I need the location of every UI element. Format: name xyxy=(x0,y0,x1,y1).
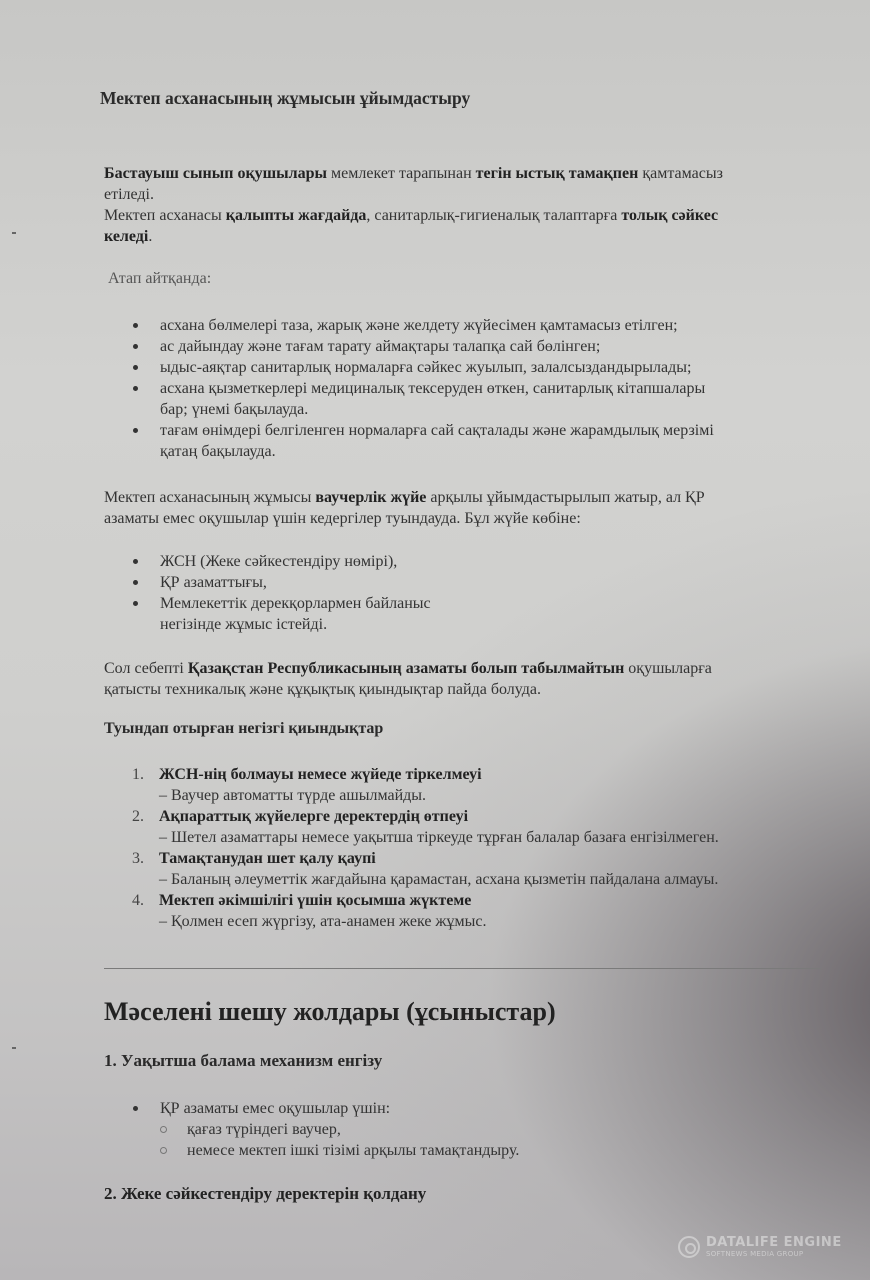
text: арқылы ұйымдастырылып жатыр, ал ҚР xyxy=(426,489,705,506)
item-title: Тамақтанудан шет қалу қаупі xyxy=(159,850,376,867)
item-number: 3. xyxy=(132,850,144,867)
reason-paragraph xyxy=(104,658,712,700)
list-item xyxy=(133,593,431,635)
difficulties-heading: Туындап отырған негізгі қиындықтар xyxy=(104,720,384,737)
list-item xyxy=(133,336,714,357)
text: Мектеп асханасының жұмысы xyxy=(104,489,316,506)
intro-line-4 xyxy=(104,226,834,247)
list-item xyxy=(133,551,431,572)
text: қамтамасыз xyxy=(638,165,723,182)
list-item xyxy=(133,420,714,462)
bold-text: қалыпты жағдайда xyxy=(225,207,367,224)
list-item xyxy=(132,806,719,848)
text: . xyxy=(148,228,153,245)
bold-text: толық сәйкес xyxy=(621,207,719,224)
item-description: – Ваучер автоматты түрде ашылмайды. xyxy=(159,787,427,804)
bullet-icon xyxy=(133,601,138,606)
specifically-label: Атап айтқанда: xyxy=(108,270,212,287)
bullet-icon xyxy=(133,365,138,370)
intro-line-3 xyxy=(104,205,834,226)
bold-text: ваучерлік жүйе xyxy=(315,489,427,506)
bullet-icon xyxy=(133,344,138,349)
bold-text: тегін ыстық тамақпен xyxy=(475,165,639,182)
list-item-text: ҚР азаматтығы, xyxy=(160,574,267,591)
item-description: – Шетел азаматтары немесе уақытша тіркеуде тұрған балалар базаға енгізілмеген. xyxy=(159,829,719,846)
item-description: – Баланың әлеуметтік жағдайына қарамастан, асхана қызметін пайдалана алмауы. xyxy=(159,871,719,888)
sublist-item xyxy=(160,1119,519,1140)
text: оқушыларға xyxy=(624,660,712,677)
list-item xyxy=(133,378,714,420)
item-number: 1. xyxy=(132,766,144,783)
difficulties-list xyxy=(132,764,719,932)
list-item-text: ыдыс-аяқтар санитарлық нормаларға сәйкес жуылып, залалсыздандырылады; xyxy=(160,359,692,376)
list-item-text: қатаң бақылауда. xyxy=(160,443,276,460)
list-item xyxy=(132,764,719,806)
watermark-text xyxy=(706,1236,842,1258)
watermark xyxy=(678,1236,842,1258)
item-title: Мектеп әкімшілігі үшін қосымша жүктеме xyxy=(159,892,472,909)
voucher-line-2: азаматы емес оқушылар үшін кедергілер туындауда. Бұл жүйе көбіне: xyxy=(104,510,581,527)
list-item-text: ас дайындау және тағам тарату аймақтары талапқа сай бөлінген; xyxy=(160,338,601,355)
text: Сол себепті xyxy=(104,660,188,677)
list-item xyxy=(132,848,719,890)
text: Мектеп асханасы xyxy=(104,207,226,224)
bullet-icon xyxy=(133,386,138,391)
watermark-brand: DATALIFE ENGINE xyxy=(706,1235,842,1250)
horizontal-divider xyxy=(104,968,821,969)
item-title: Ақпараттық жүйелерге деректердің өтпеуі xyxy=(159,808,469,825)
reason-line-1 xyxy=(104,658,712,679)
list-item-text: асхана бөлмелері таза, жарық және желдету жүйесімен қамтамасыз етілген; xyxy=(160,317,678,334)
list-item xyxy=(132,890,719,932)
item-number: 4. xyxy=(132,892,144,909)
watermark-tagline: SOFTNEWS MEDIA GROUP xyxy=(706,1250,804,1258)
bullet-icon xyxy=(133,580,138,585)
list-item-text: ҚР азаматы емес оқушылар үшін: xyxy=(160,1100,391,1117)
system-list xyxy=(133,551,431,635)
list-item-text: ЖСН (Жеке сәйкестендіру нөмірі), xyxy=(160,553,398,570)
bullet-icon xyxy=(133,323,138,328)
paper-mark xyxy=(12,1047,16,1049)
circle-bullet-icon xyxy=(160,1147,167,1154)
bold-text: Бастауыш сынып оқушылары xyxy=(104,165,328,182)
paper-mark xyxy=(12,232,16,234)
bullet-icon xyxy=(133,559,138,564)
solution-2-heading: 2. Жеке сәйкестендіру деректерін қолдану xyxy=(104,1184,427,1203)
solution-1-heading: 1. Уақытша балама механизм енгізу xyxy=(104,1051,383,1070)
list-item xyxy=(133,572,431,593)
sublist-item xyxy=(160,1140,519,1161)
bullet-icon xyxy=(133,428,138,433)
text: , санитарлық-гигиеналық талаптарға xyxy=(366,207,622,224)
sublist-item-text: немесе мектеп ішкі тізімі арқылы тамақтандыру. xyxy=(187,1142,520,1159)
solutions-heading: Мәселені шешу жолдары (ұсыныстар) xyxy=(104,997,556,1026)
list-item-text: негізінде жұмыс істейді. xyxy=(160,616,328,633)
intro-line-1 xyxy=(104,163,834,184)
sublist-item-text: қағаз түріндегі ваучер, xyxy=(187,1121,341,1138)
conditions-list xyxy=(133,315,714,462)
eye-logo-icon xyxy=(678,1236,700,1258)
text: мемлекет тарапынан xyxy=(327,165,476,182)
document-title: Мектеп асханасының жұмысын ұйымдастыру xyxy=(100,88,471,108)
circle-bullet-icon xyxy=(160,1126,167,1133)
bold-text: Қазақстан Республикасының азаматы болып табылмайтын xyxy=(187,660,625,677)
list-item-text: бар; үнемі бақылауда. xyxy=(160,401,309,418)
bullet-icon xyxy=(133,1106,138,1111)
voucher-line-1 xyxy=(104,487,705,508)
voucher-paragraph xyxy=(104,487,705,529)
item-title: ЖСН-нің болмауы немесе жүйеде тіркелмеуі xyxy=(159,766,482,783)
list-item-text: асхана қызметкерлері медициналық тексеруден өткен, санитарлық кітапшалары xyxy=(160,380,706,397)
intro-paragraph xyxy=(104,163,834,247)
reason-line-2: қатысты техникалық және құқықтық қиындықтар пайда болуда. xyxy=(104,681,541,698)
list-item xyxy=(133,1098,519,1119)
list-item xyxy=(133,315,714,336)
item-number: 2. xyxy=(132,808,144,825)
list-item xyxy=(133,357,714,378)
intro-line-2: етіледі. xyxy=(104,186,154,203)
solution-1-sublist xyxy=(160,1119,519,1161)
solution-1-list xyxy=(133,1098,519,1161)
list-item-text: Мемлекеттік дерекқорлармен байланыс xyxy=(160,595,431,612)
sublist-container xyxy=(133,1119,519,1161)
list-item-text: тағам өнімдері белгіленген нормаларға сай сақталады және жарамдылық мерзімі xyxy=(160,422,714,439)
item-description: – Қолмен есеп жүргізу, ата-анамен жеке жұмыс. xyxy=(159,913,487,930)
bold-text: келеді xyxy=(104,228,149,245)
